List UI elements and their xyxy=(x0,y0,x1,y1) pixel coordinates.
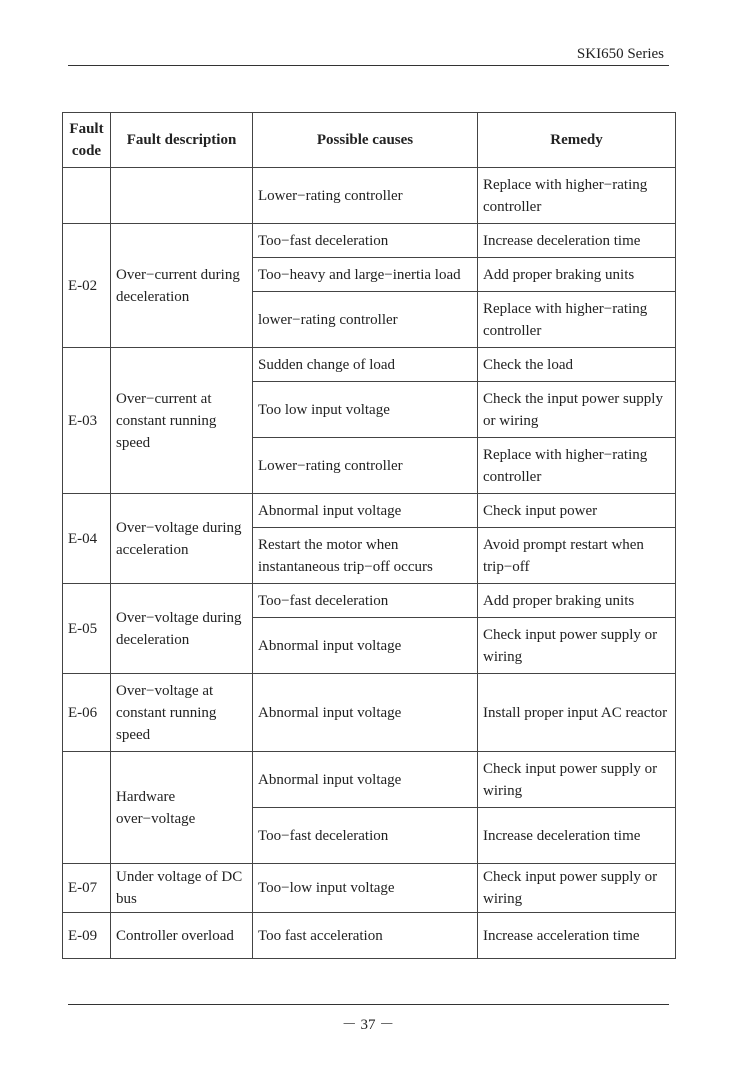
fault-description-cell: Over−voltage during deceleration xyxy=(111,584,253,674)
remedy-cell: Check input power supply or wiring xyxy=(478,864,676,913)
header-rule xyxy=(68,65,669,66)
table-body xyxy=(63,168,676,959)
remedy-cell: Replace with higher−rating controller xyxy=(478,438,676,494)
possible-cause-cell: Too−fast deceleration xyxy=(253,808,478,864)
table-row xyxy=(63,584,676,618)
possible-cause-cell: Abnormal input voltage xyxy=(253,752,478,808)
fault-code-cell: E-02 xyxy=(63,224,111,348)
fault-code-cell: E-05 xyxy=(63,584,111,674)
remedy-cell: Check the load xyxy=(478,348,676,382)
table-row xyxy=(63,348,676,382)
possible-cause-cell: Lower−rating controller xyxy=(253,168,478,224)
remedy-cell: Check input power xyxy=(478,494,676,528)
possible-cause-cell: Lower−rating controller xyxy=(253,438,478,494)
fault-table xyxy=(62,112,676,959)
remedy-cell: Increase deceleration time xyxy=(478,224,676,258)
possible-cause-cell: Abnormal input voltage xyxy=(253,618,478,674)
column-header-fault-description: Fault description xyxy=(111,113,253,168)
column-header-fault-code: Fault code xyxy=(63,113,111,168)
possible-cause-cell: lower−rating controller xyxy=(253,292,478,348)
fault-description-cell xyxy=(111,168,253,224)
remedy-cell: Install proper input AC reactor xyxy=(478,674,676,752)
remedy-cell: Add proper braking units xyxy=(478,258,676,292)
possible-cause-cell: Too−low input voltage xyxy=(253,864,478,913)
fault-description-cell: Over−voltage at constant running speed xyxy=(111,674,253,752)
possible-cause-cell: Too fast acceleration xyxy=(253,913,478,959)
remedy-cell: Check input power supply or wiring xyxy=(478,618,676,674)
remedy-cell: Check the input power supply or wiring xyxy=(478,382,676,438)
table-row xyxy=(63,913,676,959)
remedy-cell: Replace with higher−rating controller xyxy=(478,292,676,348)
column-header-remedy: Remedy xyxy=(478,113,676,168)
column-header-possible-causes: Possible causes xyxy=(253,113,478,168)
possible-cause-cell: Too−fast deceleration xyxy=(253,224,478,258)
fault-code-cell: E-07 xyxy=(63,864,111,913)
table-row xyxy=(63,168,676,224)
fault-code-cell: E-06 xyxy=(63,674,111,752)
footer-rule xyxy=(68,1004,669,1005)
fault-description-cell: Over−current at constant running speed xyxy=(111,348,253,494)
fault-description-cell: Hardware over−voltage xyxy=(111,752,253,864)
fault-description-cell: Controller overload xyxy=(111,913,253,959)
fault-description-cell: Over−current during deceleration xyxy=(111,224,253,348)
remedy-cell: Increase acceleration time xyxy=(478,913,676,959)
possible-cause-cell: Restart the motor when instantaneous trip−off occurs xyxy=(253,528,478,584)
fault-description-cell: Over−voltage during acceleration xyxy=(111,494,253,584)
table-header-row xyxy=(63,113,676,168)
possible-cause-cell: Sudden change of load xyxy=(253,348,478,382)
table-row xyxy=(63,494,676,528)
table-row xyxy=(63,864,676,913)
possible-cause-cell: Too−heavy and large−inertia load xyxy=(253,258,478,292)
fault-code-cell: E-09 xyxy=(63,913,111,959)
possible-cause-cell: Too low input voltage xyxy=(253,382,478,438)
possible-cause-cell: Abnormal input voltage xyxy=(253,494,478,528)
possible-cause-cell: Abnormal input voltage xyxy=(253,674,478,752)
header-series-title: SKI650 Series xyxy=(576,46,664,62)
table-row xyxy=(63,752,676,808)
fault-description-cell: Under voltage of DC bus xyxy=(111,864,253,913)
fault-code-cell xyxy=(63,168,111,224)
remedy-cell: Replace with higher−rating controller xyxy=(478,168,676,224)
remedy-cell: Avoid prompt restart when trip−off xyxy=(478,528,676,584)
remedy-cell: Increase deceleration time xyxy=(478,808,676,864)
table-row xyxy=(63,674,676,752)
page-number: － 37 － xyxy=(341,1017,395,1033)
remedy-cell: Add proper braking units xyxy=(478,584,676,618)
fault-code-cell: E-03 xyxy=(63,348,111,494)
possible-cause-cell: Too−fast deceleration xyxy=(253,584,478,618)
remedy-cell: Check input power supply or wiring xyxy=(478,752,676,808)
fault-code-cell: E-04 xyxy=(63,494,111,584)
fault-code-cell xyxy=(63,752,111,864)
table-row xyxy=(63,224,676,258)
